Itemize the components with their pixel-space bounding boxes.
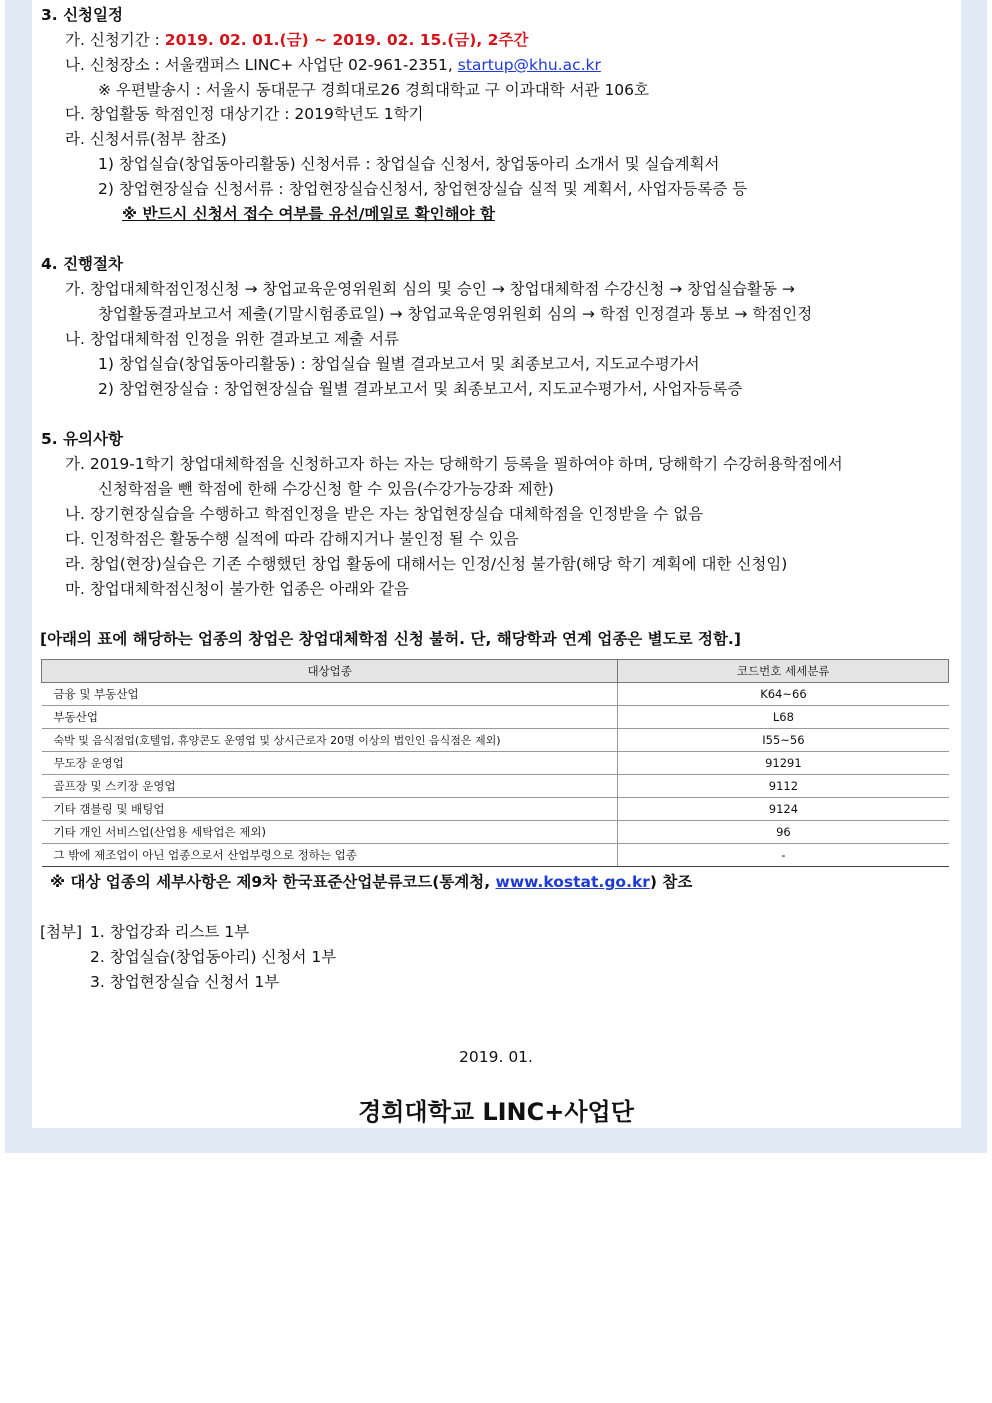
attachment-item-3: 3. 창업현장실습 신청서 1부 <box>90 973 280 991</box>
mail-note: ※ 우편발송시 : 서울시 동대문구 경희대로26 경희대학교 구 이과대학 서관 106호 <box>98 81 650 99</box>
attachment-item-1: 1. 창업강좌 리스트 1부 <box>90 923 250 941</box>
code-cell: 96 <box>618 821 949 844</box>
notice-ga-line-2: 신청학점을 뺀 학점에 한해 수강신청 할 수 있음(수강가능강좌 제한) <box>98 480 554 498</box>
industry-cell: 부동산업 <box>42 706 618 729</box>
documents-item-1: 1) 창업실습(창업동아리활동) 신청서류 : 창업실습 신청서, 창업동아리 소개서 및 실습계획서 <box>98 155 720 173</box>
header-industry: 대상업종 <box>42 660 618 683</box>
issuer-name: 경희대학교 LINC+사업단 <box>358 1098 634 1126</box>
application-documents: 라. 신청서류(첨부 참조) <box>65 130 227 148</box>
table-heading: [아래의 표에 해당하는 업종의 창업은 창업대체학점 신청 불허. 단, 해당학과 연계 업종은 별도로 정함.] <box>40 630 741 648</box>
table-row <box>42 821 949 844</box>
code-cell: 9124 <box>618 798 949 821</box>
section-4-title: 4. 진행절차 <box>41 255 123 273</box>
code-cell: 91291 <box>618 752 949 775</box>
industry-cell: 기타 갬블링 및 배팅업 <box>42 798 618 821</box>
notice-ga-line-1: 가. 2019-1학기 창업대체학점을 신청하고자 하는 자는 당해학기 등록을 필하여야 하며, 당해학기 수강허용학점에서 <box>65 455 843 473</box>
kostat-link[interactable]: www.kostat.go.kr <box>495 873 650 891</box>
document-date: 2019. 01. <box>459 1048 533 1066</box>
table-row <box>42 683 949 706</box>
report-item-1: 1) 창업실습(창업동아리활동) : 창업실습 월별 결과보고서 및 최종보고서, 지도교수평가서 <box>98 355 700 373</box>
confirm-note: ※ 반드시 신청서 접수 여부를 유선/메일로 확인해야 함 <box>122 205 495 223</box>
table-row <box>42 729 949 752</box>
table-header-row <box>42 660 949 683</box>
procedure-line-2: 창업활동결과보고서 제출(기말시험종료일) → 창업교육운영위원회 심의 → 학점 인정결과 통보 → 학점인정 <box>98 305 813 323</box>
header-code: 코드번호 세세분류 <box>618 660 949 683</box>
notice-na: 나. 장기현장실습을 수행하고 학점인정을 받은 자는 창업현장실습 대체학점을 인정받을 수 없음 <box>65 505 704 523</box>
code-cell: - <box>618 844 949 867</box>
report-item-2: 2) 창업현장실습 : 창업현장실습 월별 결과보고서 및 최종보고서, 지도교수평가서, 사업자등록증 <box>98 380 743 398</box>
table-row <box>42 775 949 798</box>
notice-da: 다. 인정학점은 활동수행 실적에 따라 감해지거나 불인정 될 수 있음 <box>65 530 519 548</box>
code-cell: K64~66 <box>618 683 949 706</box>
procedure-line-1: 가. 창업대체학점인정신청 → 창업교육운영위원회 심의 및 승인 → 창업대체학점 수강신청 → 창업실습활동 → <box>65 280 795 298</box>
industry-cell: 그 밖에 제조업이 아닌 업종으로서 산업부령으로 정하는 업종 <box>42 844 618 867</box>
application-place <box>65 54 601 76</box>
restricted-industries-table <box>41 659 949 867</box>
report-documents: 나. 창업대체학점 인정을 위한 결과보고 제출 서류 <box>65 330 399 348</box>
table-row <box>42 798 949 821</box>
notice-ra: 라. 창업(현장)실습은 기존 수행했던 창업 활동에 대해서는 인정/신청 불가함(해당 학기 계획에 대한 신청임) <box>65 555 788 573</box>
table-row <box>42 752 949 775</box>
industry-cell: 금융 및 부동산업 <box>42 683 618 706</box>
industry-cell: 골프장 및 스키장 운영업 <box>42 775 618 798</box>
industry-cell: 숙박 및 음식점업(호텔업, 휴양콘도 운영업 및 상시근로자 20명 이상의 법인인 음식점은 제외) <box>42 729 618 752</box>
code-cell: L68 <box>618 706 949 729</box>
code-cell: I55~56 <box>618 729 949 752</box>
section-5-title: 5. 유의사항 <box>41 430 123 448</box>
attachments-label: [첨부] <box>40 923 83 941</box>
table-row <box>42 706 949 729</box>
application-period <box>65 29 528 51</box>
credit-period: 다. 창업활동 학점인정 대상기간 : 2019학년도 1학기 <box>65 105 424 123</box>
attachment-item-2: 2. 창업실습(창업동아리) 신청서 1부 <box>90 948 337 966</box>
application-period-value: 2019. 02. 01.(금) ~ 2019. 02. 15.(금), 2주간 <box>164 31 529 49</box>
kostat-note <box>50 871 692 893</box>
industry-cell: 기타 개인 서비스업(산업용 세탁업은 제외) <box>42 821 618 844</box>
application-place-label: 나. 신청장소 : 서울캠퍼스 LINC+ 사업단 02-961-2351, <box>65 56 458 74</box>
kostat-note-prefix: ※ 대상 업종의 세부사항은 제9차 한국표준산업분류코드(통계청, <box>50 873 496 891</box>
section-3-title: 3. 신청일정 <box>41 6 123 24</box>
industry-cell: 무도장 운영업 <box>42 752 618 775</box>
table-row <box>42 844 949 867</box>
code-cell: 9112 <box>618 775 949 798</box>
application-period-label: 가. 신청기간 : <box>65 31 165 49</box>
documents-item-2: 2) 창업현장실습 신청서류 : 창업현장실습신청서, 창업현장실습 실적 및 계획서, 사업자등록증 등 <box>98 180 748 198</box>
notice-ma: 마. 창업대체학점신청이 불가한 업종은 아래와 같음 <box>65 580 409 598</box>
kostat-note-suffix: ) 참조 <box>649 873 693 891</box>
email-link[interactable]: startup@khu.ac.kr <box>457 56 601 74</box>
